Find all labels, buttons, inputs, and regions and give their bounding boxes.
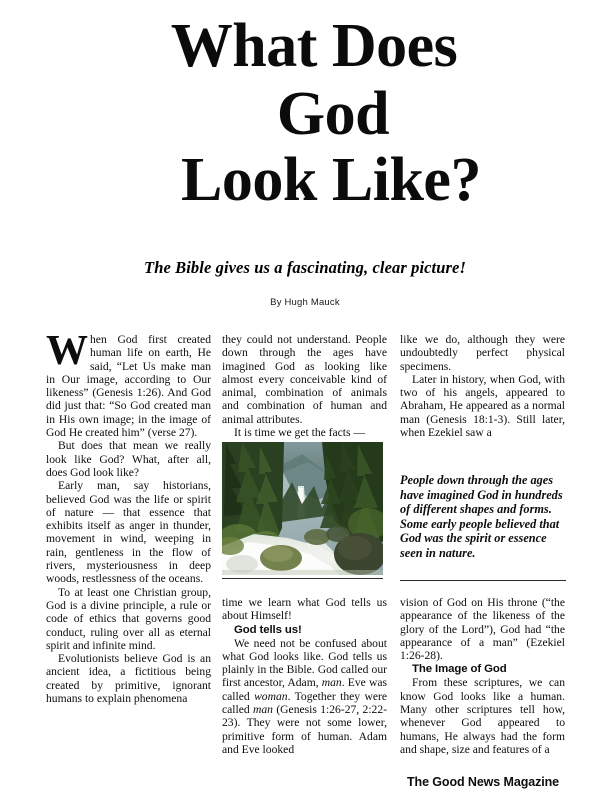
paragraph-text: . Together they were called	[222, 689, 387, 717]
emphasis-man-2: man	[253, 703, 273, 717]
pull-quote-divider-rule	[400, 580, 566, 581]
nature-photo-image	[222, 442, 383, 575]
paragraph: Evolutionists believe God is an ancient idea, a fictitious being created by primitive, ignorant humans to explain phenomena	[46, 652, 211, 706]
drop-cap: W	[46, 328, 88, 374]
photo-divider-rule	[222, 578, 383, 579]
page-title-line-3: Look Like?	[181, 146, 481, 215]
text-column-1	[46, 328, 211, 706]
paragraph-text: We need not be confused about what God looks like. God tells us plainly in the Bible. God called our first ancestor, Adam,	[222, 636, 387, 690]
paragraph: like we do, although they were undoubtedly perfect physical specimens.	[400, 333, 565, 373]
emphasis-man: man	[321, 676, 342, 690]
text-column-2	[222, 333, 387, 439]
paragraph: Early man, say historians, believed God was the life or spirit of nature — that essence that exhibits itself as anger in thunder, movement in wind, weeping in rain, gentleness in the flow of rivers, mysteriousness in deep woods, restlessness of the oceans.	[46, 479, 211, 586]
page-title-line-2: God	[276, 80, 390, 149]
article-photo-block	[222, 442, 383, 577]
article-byline: By Hugh Mauck	[270, 297, 340, 308]
subhead-god-tells-us: God tells us!	[234, 623, 302, 636]
paragraph: time we learn what God tells us about Himself!	[222, 596, 387, 623]
paragraph: From these scriptures, we can know God looks like a human. Many other scriptures tell how, whenever God appeared to humans, He always had the form and shape, size and features of a	[400, 676, 565, 756]
paragraph	[222, 637, 387, 757]
paragraph: they could not understand. People down through the ages have imagined God as looking like almost every conceivable kind of animal, combination of animals and combination of human and animal attributes.	[222, 333, 387, 426]
text-column-2-lower	[222, 596, 387, 756]
article-subtitle: The Bible gives us a fascinating, clear picture!	[144, 258, 466, 277]
paragraph-text: . Eve was called	[222, 676, 387, 703]
text-column-3-lower	[400, 596, 565, 756]
text-column-3	[400, 333, 565, 439]
paragraph: But does that mean we really look like God? What, after all, does God look like?	[46, 439, 211, 479]
paragraph	[46, 328, 211, 440]
pull-quote: People down through the ages have imagined God in hundreds of different shapes and forms. Some early people believed that God was the spirit or essence seen in nature.	[400, 473, 563, 560]
paragraph: Later in history, when God, with two of his angels, appeared to Abraham, He appeared as a normal man (Genesis 18:1-3). Still later, when Ezekiel saw a	[400, 372, 565, 440]
page-title-line-1: What Does	[170, 12, 458, 80]
subhead-the-image-of-god: The Image of God	[412, 663, 507, 676]
paragraph: To at least one Christian group, God is a divine principle, a rule or code of ethics that governs good conduct, ruling over all as eternal spirit and infinite mind.	[46, 585, 211, 652]
paragraph-text: hen God first created human life on earth, He said, “Let Us make man in Our image, according to Our likeness” (Genesis 1:26). And God did just that: “So God created man in His own image; in the image of God He created him” (verse 27).	[46, 333, 211, 440]
emphasis-woman: woman	[254, 689, 288, 703]
nature-photo	[222, 442, 383, 575]
paragraph: vision of God on His throne (“the appearance of the likeness of the glory of the Lord”), God had “the appearance of a man” (Ezekiel 1:26-28).	[400, 596, 565, 663]
paragraph: It is time we get the facts —	[234, 426, 366, 440]
masthead	[45, 12, 565, 215]
page-footer: The Good News Magazine	[407, 775, 559, 789]
paragraph-text: (Genesis 1:26-27, 2:22-23). They were not some lower, primitive form of human. Adam and Eve looked	[222, 703, 387, 756]
